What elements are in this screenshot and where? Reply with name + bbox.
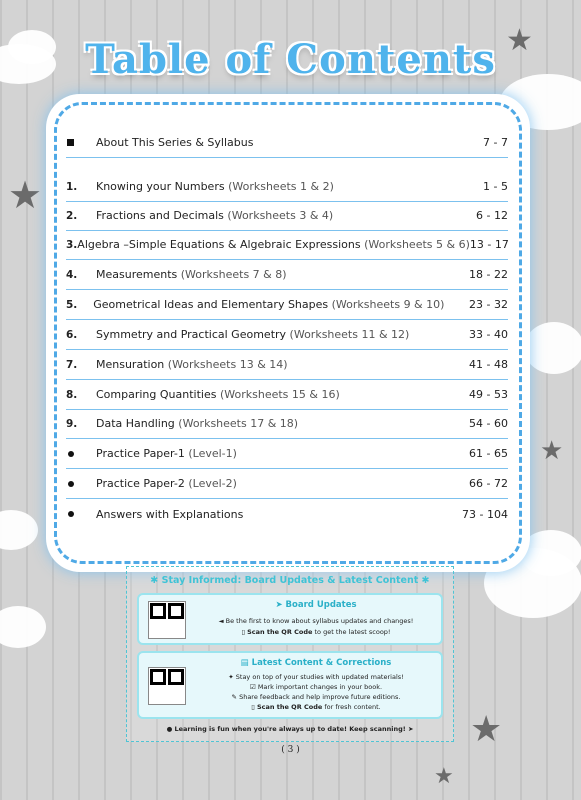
rocket-icon: ➤ [407, 725, 414, 733]
toc-entry-worksheets: (Worksheets 5 & 6) [364, 238, 470, 251]
toc-row [66, 320, 508, 350]
toc-entry-worksheets: (Worksheets 15 & 16) [219, 388, 340, 401]
square-bullet-icon [67, 139, 74, 146]
toc-entry-title: Practice Paper-1 [96, 447, 185, 460]
toc-entry-title: Measurements [96, 268, 178, 281]
toc-entry-title: Geometrical Ideas and Elementary Shapes [93, 298, 329, 311]
toc-row [66, 172, 508, 202]
toc-entry-worksheets: (Worksheets 1 & 2) [228, 180, 334, 193]
toc-entry-title: Comparing Quantities [96, 388, 217, 401]
scan-qr-text: Scan the QR Code [247, 628, 313, 636]
latest-content-line: for fresh content. [324, 703, 381, 711]
toc-intro-row [66, 128, 508, 158]
lightbulb-icon: ● [166, 725, 173, 733]
toc-entry-number: 5. [66, 298, 78, 311]
toc-entry-pages: 7 - 7 [483, 136, 508, 149]
toc-row [66, 469, 508, 499]
toc-row [66, 380, 508, 410]
cloud-decoration [0, 510, 38, 550]
toc-entry-pages: 66 - 72 [469, 477, 508, 490]
toc-entry-number: 4. [66, 268, 78, 281]
sparkle-icon: ✦ [228, 673, 234, 681]
toc-row [66, 260, 508, 290]
latest-content-panel [137, 651, 443, 719]
board-updates-line: to get the latest scoop! [314, 628, 391, 636]
toc-entry-level: (Level-2) [188, 477, 237, 490]
toc-entry-title: Knowing your Numbers [96, 180, 225, 193]
toc-entry-number: 3. [66, 238, 78, 251]
megaphone-icon: ◄ [218, 617, 224, 625]
party-popper-icon: ✱ [150, 575, 159, 586]
toc-entry-pages: 49 - 53 [469, 388, 508, 401]
phone-icon: ▯ [251, 703, 255, 711]
cloud-decoration [0, 606, 46, 648]
scan-qr-text: Scan the QR Code [256, 703, 323, 711]
bullet-icon [68, 481, 74, 487]
bullet-icon [68, 511, 74, 517]
star-icon: ★ [540, 436, 564, 466]
updates-box [126, 566, 454, 742]
rocket-icon: ➤ [275, 600, 283, 610]
toc-entry-pages: 1 - 5 [483, 180, 508, 193]
toc-entry-worksheets: (Worksheets 17 & 18) [178, 417, 299, 430]
toc-entry-title: Symmetry and Practical Geometry [96, 328, 287, 341]
toc-entry-number: 7. [66, 358, 78, 371]
latest-content-line: Share feedback and help improve future editions. [239, 693, 401, 701]
board-updates-panel [137, 593, 443, 645]
toc-entry-worksheets: (Worksheets 11 & 12) [289, 328, 410, 341]
star-icon: ★ [8, 173, 43, 217]
toc-entry-pages: 73 - 104 [462, 507, 508, 521]
board-updates-title: Board Updates [285, 600, 357, 610]
toc-entry-pages: 61 - 65 [469, 447, 508, 460]
board-updates-line: Be the first to know about syllabus updates and changes! [225, 617, 414, 625]
toc-row [66, 230, 508, 260]
toc-entry-number: 8. [66, 388, 78, 401]
cloud-decoration [524, 322, 581, 374]
toc-entry-number: 6. [66, 328, 78, 341]
page-title: Table of Contents [85, 36, 496, 83]
star-icon: ★ [470, 709, 503, 750]
updates-footer: Learning is fun when you're always up to date! Keep scanning! [174, 725, 406, 733]
toc-entry-worksheets: (Worksheets 3 & 4) [227, 209, 334, 222]
star-icon: ★ [506, 23, 533, 58]
books-icon: ▤ [240, 658, 249, 668]
toc-entry-number: 1. [66, 180, 78, 193]
toc-entry-pages: 23 - 32 [469, 298, 508, 311]
toc-row [66, 499, 508, 529]
toc-row [66, 439, 508, 469]
toc-row [66, 290, 508, 320]
latest-content-line: Stay on top of your studies with updated materials! [235, 673, 404, 681]
toc-entry-worksheets: (Worksheets 7 & 8) [180, 268, 287, 281]
toc-entry-number: 2. [66, 209, 78, 222]
toc-entry-title: Algebra –Simple Equations & Algebraic Expressions [77, 238, 361, 251]
toc-row [66, 350, 508, 380]
bullet-icon [68, 451, 74, 457]
toc-entry-title: Data Handling [96, 417, 175, 430]
toc-entry-worksheets: (Worksheets 13 & 14) [167, 358, 288, 371]
toc-card [46, 94, 530, 572]
toc-entry-pages: 54 - 60 [469, 417, 508, 430]
toc-entry-title: Fractions and Decimals [96, 209, 224, 222]
toc-entry-pages: 41 - 48 [469, 358, 508, 371]
page-number: ( 3 ) [281, 745, 300, 755]
toc-row [66, 409, 508, 439]
party-popper-icon: ✱ [421, 575, 430, 586]
qr-code-board-updates[interactable] [148, 601, 186, 639]
toc-entry-title: Mensuration [96, 358, 165, 371]
star-icon: ★ [434, 764, 454, 789]
toc-entry-level: (Level-1) [188, 447, 237, 460]
toc-entry-title: About This Series & Syllabus [96, 136, 254, 149]
toc-entry-number: 9. [66, 417, 78, 430]
latest-content-title: Latest Content & Corrections [251, 658, 392, 668]
qr-code-latest-content[interactable] [148, 667, 186, 705]
toc-entry-pages: 13 - 17 [469, 238, 509, 251]
toc-entry-title: Answers with Explanations [96, 507, 244, 521]
toc-entry-pages: 18 - 22 [469, 268, 508, 281]
checkbox-icon: ☑ [249, 683, 256, 691]
latest-content-line: Mark important changes in your book. [257, 683, 383, 691]
pencil-icon: ✎ [231, 693, 237, 701]
toc-entry-pages: 6 - 12 [476, 209, 508, 222]
toc-entry-worksheets: (Worksheets 9 & 10) [331, 298, 445, 311]
updates-heading: Stay Informed: Board Updates & Latest Content [161, 575, 419, 586]
phone-icon: ▯ [241, 628, 246, 636]
toc-entry-pages: 33 - 40 [469, 328, 508, 341]
toc-entry-title: Practice Paper-2 [96, 477, 185, 490]
toc-row [66, 201, 508, 231]
